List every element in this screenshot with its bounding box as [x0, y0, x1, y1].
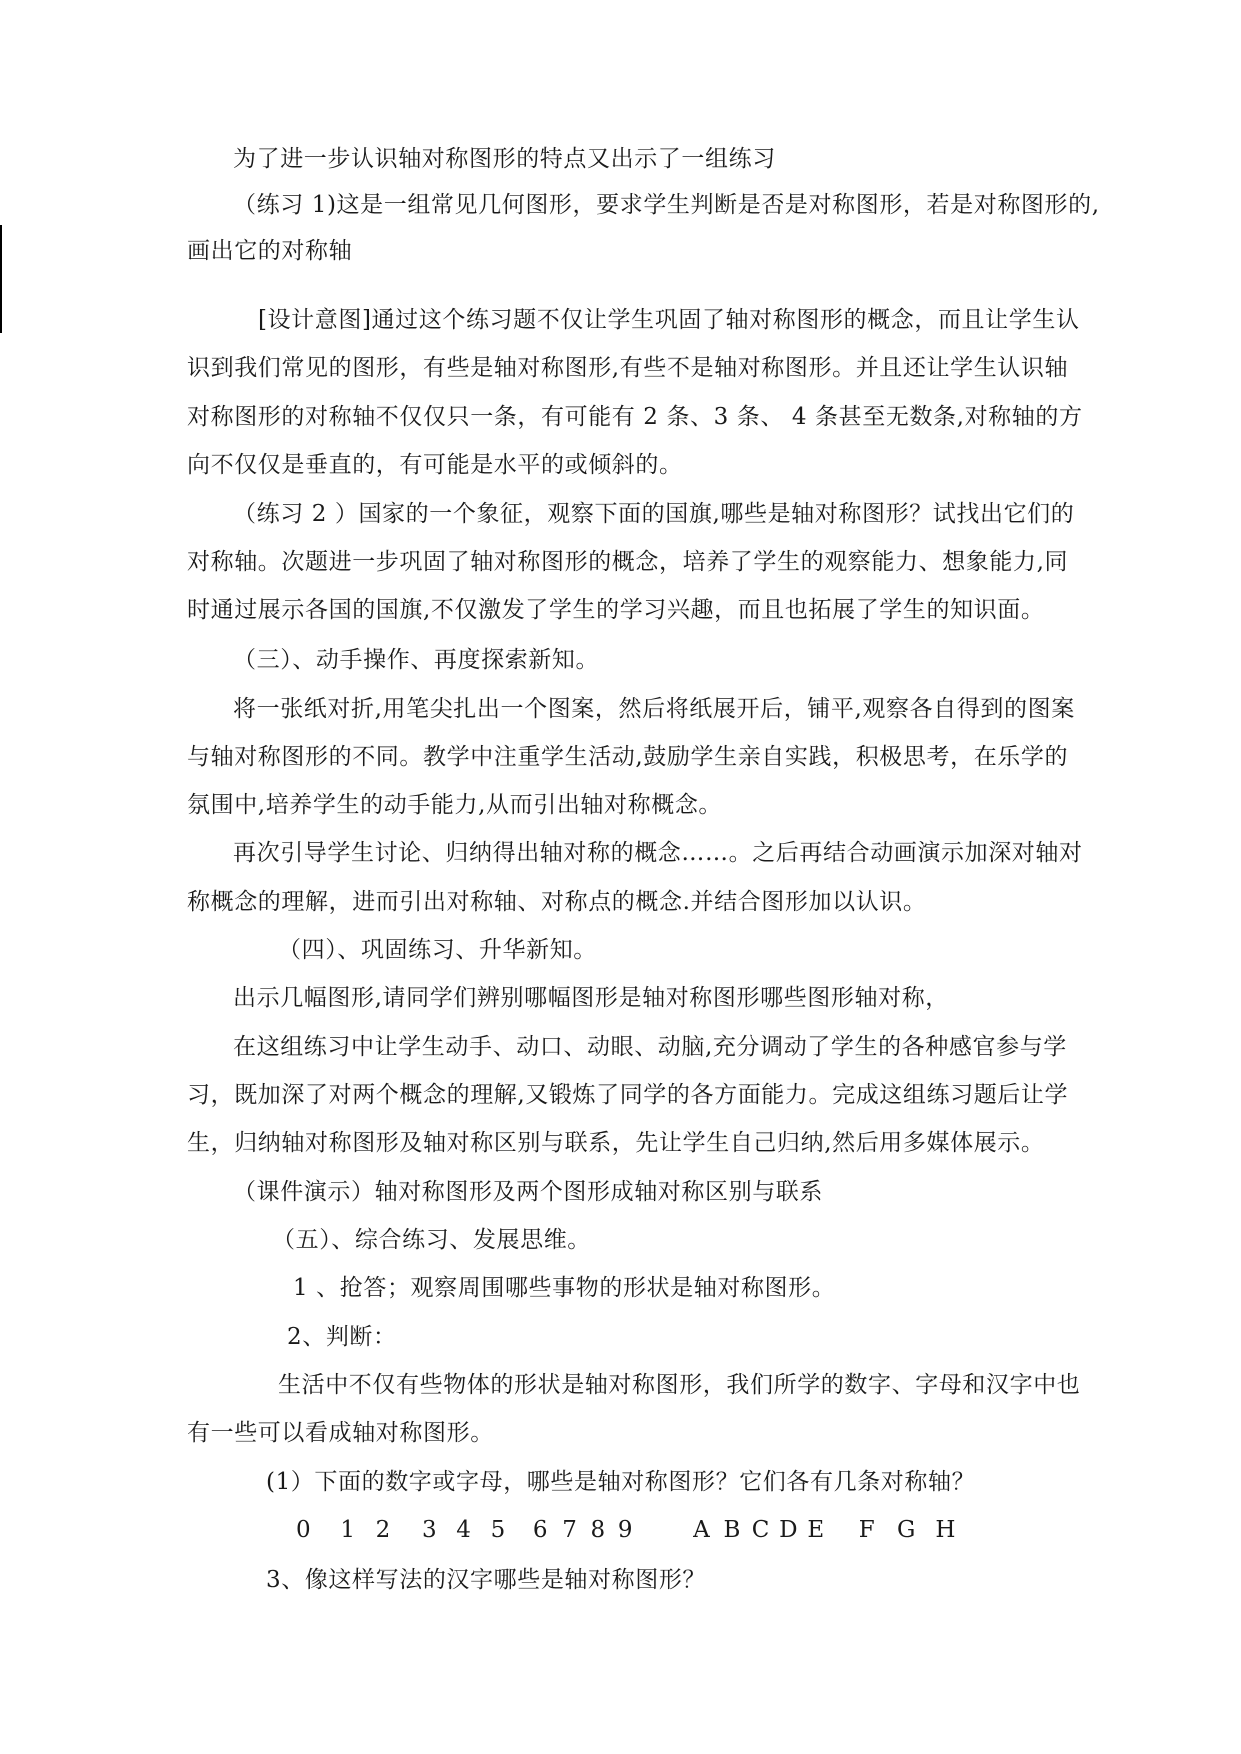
- section-heading: （三）、动手操作、再度探索新知。: [233, 647, 600, 673]
- digits-letters-row: [296, 1515, 955, 1545]
- paragraph-line: （课件演示）轴对称图形及两个图形成轴对称区别与联系: [233, 1179, 823, 1205]
- symbol-digit: 2: [375, 1517, 391, 1543]
- paragraph-line: 识到我们常见的图形，有些是轴对称图形,有些不是轴对称图形。并且还让学生认识轴: [187, 355, 1069, 381]
- paragraph-line: 再次引导学生讨论、归纳得出轴对称的概念……。之后再结合动画演示加深对轴对: [233, 840, 1083, 866]
- paragraph-line: （练习 1)这是一组常见几何图形，要求学生判断是否是对称图形，若是对称图形的,: [233, 192, 1100, 218]
- paragraph-line: 向不仅仅是垂直的，有可能是水平的或倾斜的。: [187, 452, 683, 478]
- paragraph-line: 氛围中,培养学生的动手能力,从而引出轴对称概念。: [187, 792, 723, 818]
- symbol-digit: 4: [456, 1517, 471, 1543]
- paragraph-line: 出示几幅图形,请同学们辨别哪幅图形是轴对称图形哪些图形轴对称，: [233, 985, 949, 1011]
- symbol-digit: 6: [532, 1517, 548, 1543]
- paragraph-line: 生，归纳轴对称图形及轴对称区别与联系，先让学生自己归纳,然后用多媒体展示。: [187, 1130, 1045, 1156]
- paragraph-line: 生活中不仅有些物体的形状是轴对称图形，我们所学的数字、字母和汉字中也: [278, 1372, 1081, 1398]
- symbol-letter: H: [935, 1517, 956, 1543]
- section-heading: （四）、巩固练习、升华新知。: [278, 937, 597, 963]
- paragraph-line: 2、判断：: [287, 1324, 397, 1350]
- symbol-letter: B: [723, 1517, 741, 1543]
- symbol-letter: E: [807, 1517, 825, 1543]
- paragraph-line: 习，既加深了对两个概念的理解,又锻炼了同学的各方面能力。完成这组练习题后让学: [187, 1082, 1069, 1108]
- paragraph-line: 3、像这样写法的汉字哪些是轴对称图形？: [266, 1567, 707, 1593]
- symbol-digit: 1: [340, 1517, 355, 1543]
- paragraph-line: [设计意图]通过这个练习题不仅让学生巩固了轴对称图形的概念，而且让学生认: [258, 307, 1080, 333]
- paragraph-line: 对称轴。次题进一步巩固了轴对称图形的概念，培养了学生的观察能力、想象能力,同: [187, 549, 1069, 575]
- symbol-digit: 9: [617, 1517, 633, 1543]
- symbol-letter: C: [751, 1517, 770, 1543]
- paragraph-line: 将一张纸对折,用笔尖扎出一个图案，然后将纸展开后，铺平,观察各自得到的图案: [233, 696, 1075, 722]
- section-heading: （五）、综合练习、发展思维。: [272, 1227, 591, 1253]
- paragraph-line: 1 、抢答；观察周围哪些事物的形状是轴对称图形。: [293, 1275, 836, 1301]
- symbol-digit: 0: [296, 1517, 311, 1543]
- paragraph-line: (1）下面的数字或字母，哪些是轴对称图形？它们各有几条对称轴？: [266, 1469, 976, 1495]
- symbol-letter: A: [693, 1517, 710, 1543]
- paragraph-line: 为了进一步认识轴对称图形的特点又出示了一组练习: [233, 146, 776, 172]
- paragraph-line: 称概念的理解，进而引出对称轴、对称点的概念.并结合图形加以认识。: [187, 889, 927, 915]
- symbol-digit: 7: [562, 1517, 577, 1543]
- symbol-letter: G: [897, 1517, 916, 1543]
- paragraph-line: （练习 2 ）国家的一个象征，观察下面的国旗,哪些是轴对称图形？试找出它们的: [233, 501, 1075, 527]
- paragraph-line: 时通过展示各国的国旗,不仅激发了学生的学习兴趣，而且也拓展了学生的知识面。: [187, 597, 1045, 623]
- symbol-digit: 8: [590, 1517, 606, 1543]
- symbol-letter: F: [858, 1517, 875, 1543]
- paragraph-line: 画出它的对称轴: [187, 238, 353, 264]
- paragraph-line: 对称图形的对称轴不仅仅只一条，有可能有 2 条、3 条、 4 条甚至无数条,对称轴的方: [187, 404, 1083, 430]
- paragraph-line: 在这组练习中让学生动手、动口、动眼、动脑,充分调动了学生的各种感官参与学: [233, 1034, 1067, 1060]
- symbol-digit: 3: [421, 1517, 437, 1543]
- symbol-letter: D: [779, 1517, 798, 1543]
- paragraph-line: 与轴对称图形的不同。教学中注重学生活动,鼓励学生亲自实践，积极思考，在乐学的: [187, 744, 1069, 770]
- paragraph-line: 有一些可以看成轴对称图形。: [187, 1420, 494, 1446]
- symbol-digit: 5: [490, 1517, 506, 1543]
